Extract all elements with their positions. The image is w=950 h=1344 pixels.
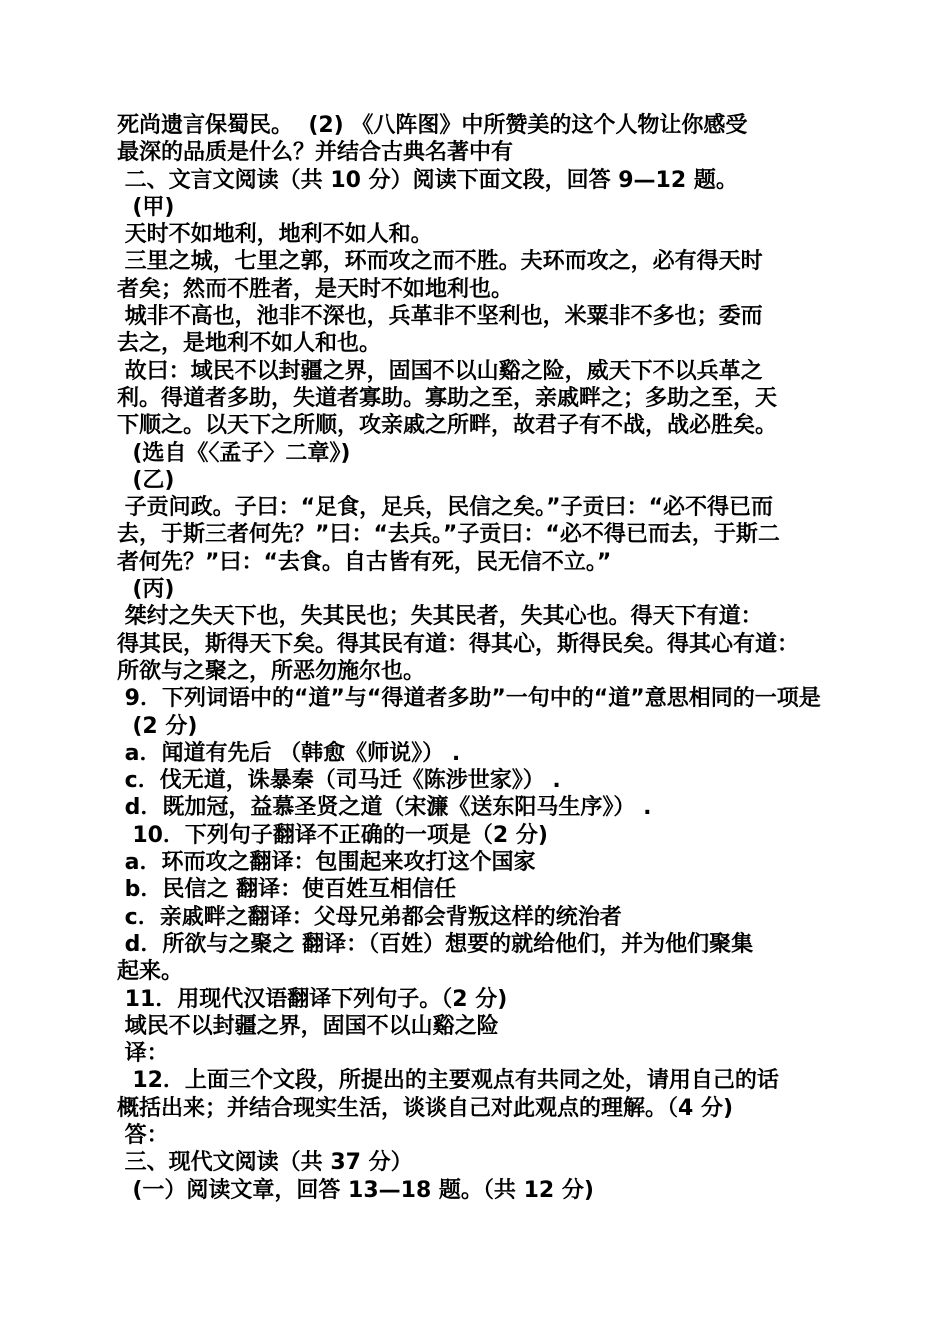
question-line: 10．下列句子翻译不正确的一项是（2 分) bbox=[117, 822, 548, 848]
passage-label: (甲) bbox=[117, 194, 175, 220]
answer-label: 译： bbox=[117, 1041, 169, 1067]
option-line: c．亲戚畔之翻译：父母兄弟都会背叛这样的统治者 bbox=[117, 904, 622, 930]
text-line: 者矣；然而不胜者，是天时不如地利也。 bbox=[117, 276, 514, 302]
text-line: 下顺之。以天下之所顺，攻亲戚之所畔，故君子有不战，战必胜矣。 bbox=[117, 413, 778, 439]
text-line: 者何先？”曰：“去食。自古皆有死，民无信不立。” bbox=[117, 549, 612, 575]
text-line: 得其民，斯得天下矣。得其民有道：得其心，斯得民矣。得其心有道： bbox=[117, 631, 800, 657]
text-line: 所欲与之聚之，所恶勿施尔也。 bbox=[117, 658, 426, 684]
question-line: 9．下列词语中的“道”与“得道者多助”一句中的“道”意思相同的一项是 bbox=[117, 686, 821, 712]
passage-label: (乙) bbox=[117, 467, 175, 493]
question-line: 12．上面三个文段，所提出的主要观点有共同之处，请用自己的话 bbox=[117, 1068, 779, 1094]
text-line: 死尚遗言保蜀民。 (2) 《八阵图》中所赞美的这个人物让你感受 bbox=[117, 113, 748, 138]
section-heading: 二、文言文阅读（共 10 分）阅读下面文段，回答 9—12 题。 bbox=[117, 167, 738, 193]
source-citation: (选自《〈孟子〉二章》) bbox=[117, 440, 351, 466]
question-line: 概括出来；并结合现实生活，谈谈自己对此观点的理解。（4 分) bbox=[117, 1095, 734, 1121]
option-line: b．民信之 翻译：使百姓互相信任 bbox=[117, 877, 457, 903]
option-line: a．环而攻之翻译：包围起来攻打这个国家 bbox=[117, 850, 536, 876]
text-line: 城非不高也，池非不深也，兵革非不坚利也，米粟非不多也；委而 bbox=[117, 304, 763, 330]
passage-label: (丙) bbox=[117, 577, 175, 603]
question-line: 11．用现代汉语翻译下列句子。（2 分) bbox=[117, 986, 508, 1012]
text-line: 故曰：域民不以封疆之界，固国不以山谿之险，威天下不以兵革之 bbox=[117, 358, 763, 384]
option-line: d．所欲与之聚之 翻译：（百姓）想要的就给他们，并为他们聚集 bbox=[117, 931, 754, 957]
option-line: 起来。 bbox=[117, 959, 184, 985]
text-line: 天时不如地利，地利不如人和。 bbox=[117, 222, 433, 248]
text-line: 子贡问政。子曰：“足食，足兵，民信之矣。”子贡曰：“必不得已而 bbox=[117, 495, 774, 521]
option-line: a．闻道有先后 （韩愈《师说》） . bbox=[117, 740, 461, 766]
section-heading: (一）阅读文章，回答 13—18 题。（共 12 分) bbox=[117, 1177, 594, 1203]
text-line: 利。得道者多助，失道者寡助。寡助之至，亲戚畔之；多助之至，天 bbox=[117, 385, 778, 411]
text-line: 域民不以封疆之界，固国不以山谿之险 bbox=[117, 1013, 499, 1039]
section-heading: 三、现代文阅读（共 37 分） bbox=[117, 1150, 413, 1176]
text-line: 去之，是地利不如人和也。 bbox=[117, 331, 382, 357]
option-line: d．既加冠，益慕圣贤之道（宋濂《送东阳马生序》） . bbox=[117, 795, 652, 821]
option-line: c．伐无道，诛暴秦（司马迁《陈涉世家》） . bbox=[117, 768, 561, 794]
document-page bbox=[117, 112, 847, 1204]
text-line: 桀纣之失天下也，失其民也；失其民者，失其心也。得天下有道： bbox=[117, 604, 763, 630]
answer-label: 答： bbox=[117, 1122, 169, 1148]
text-line: 三里之城，七里之郭，环而攻之而不胜。夫环而攻之，必有得天时 bbox=[117, 249, 763, 275]
question-line: (2 分) bbox=[117, 713, 198, 739]
text-line: 最深的品质是什么？并结合古典名著中有 bbox=[117, 140, 514, 166]
text-line: 去，于斯三者何先？”曰：“去兵。”子贡曰：“必不得已而去，于斯二 bbox=[117, 522, 780, 548]
